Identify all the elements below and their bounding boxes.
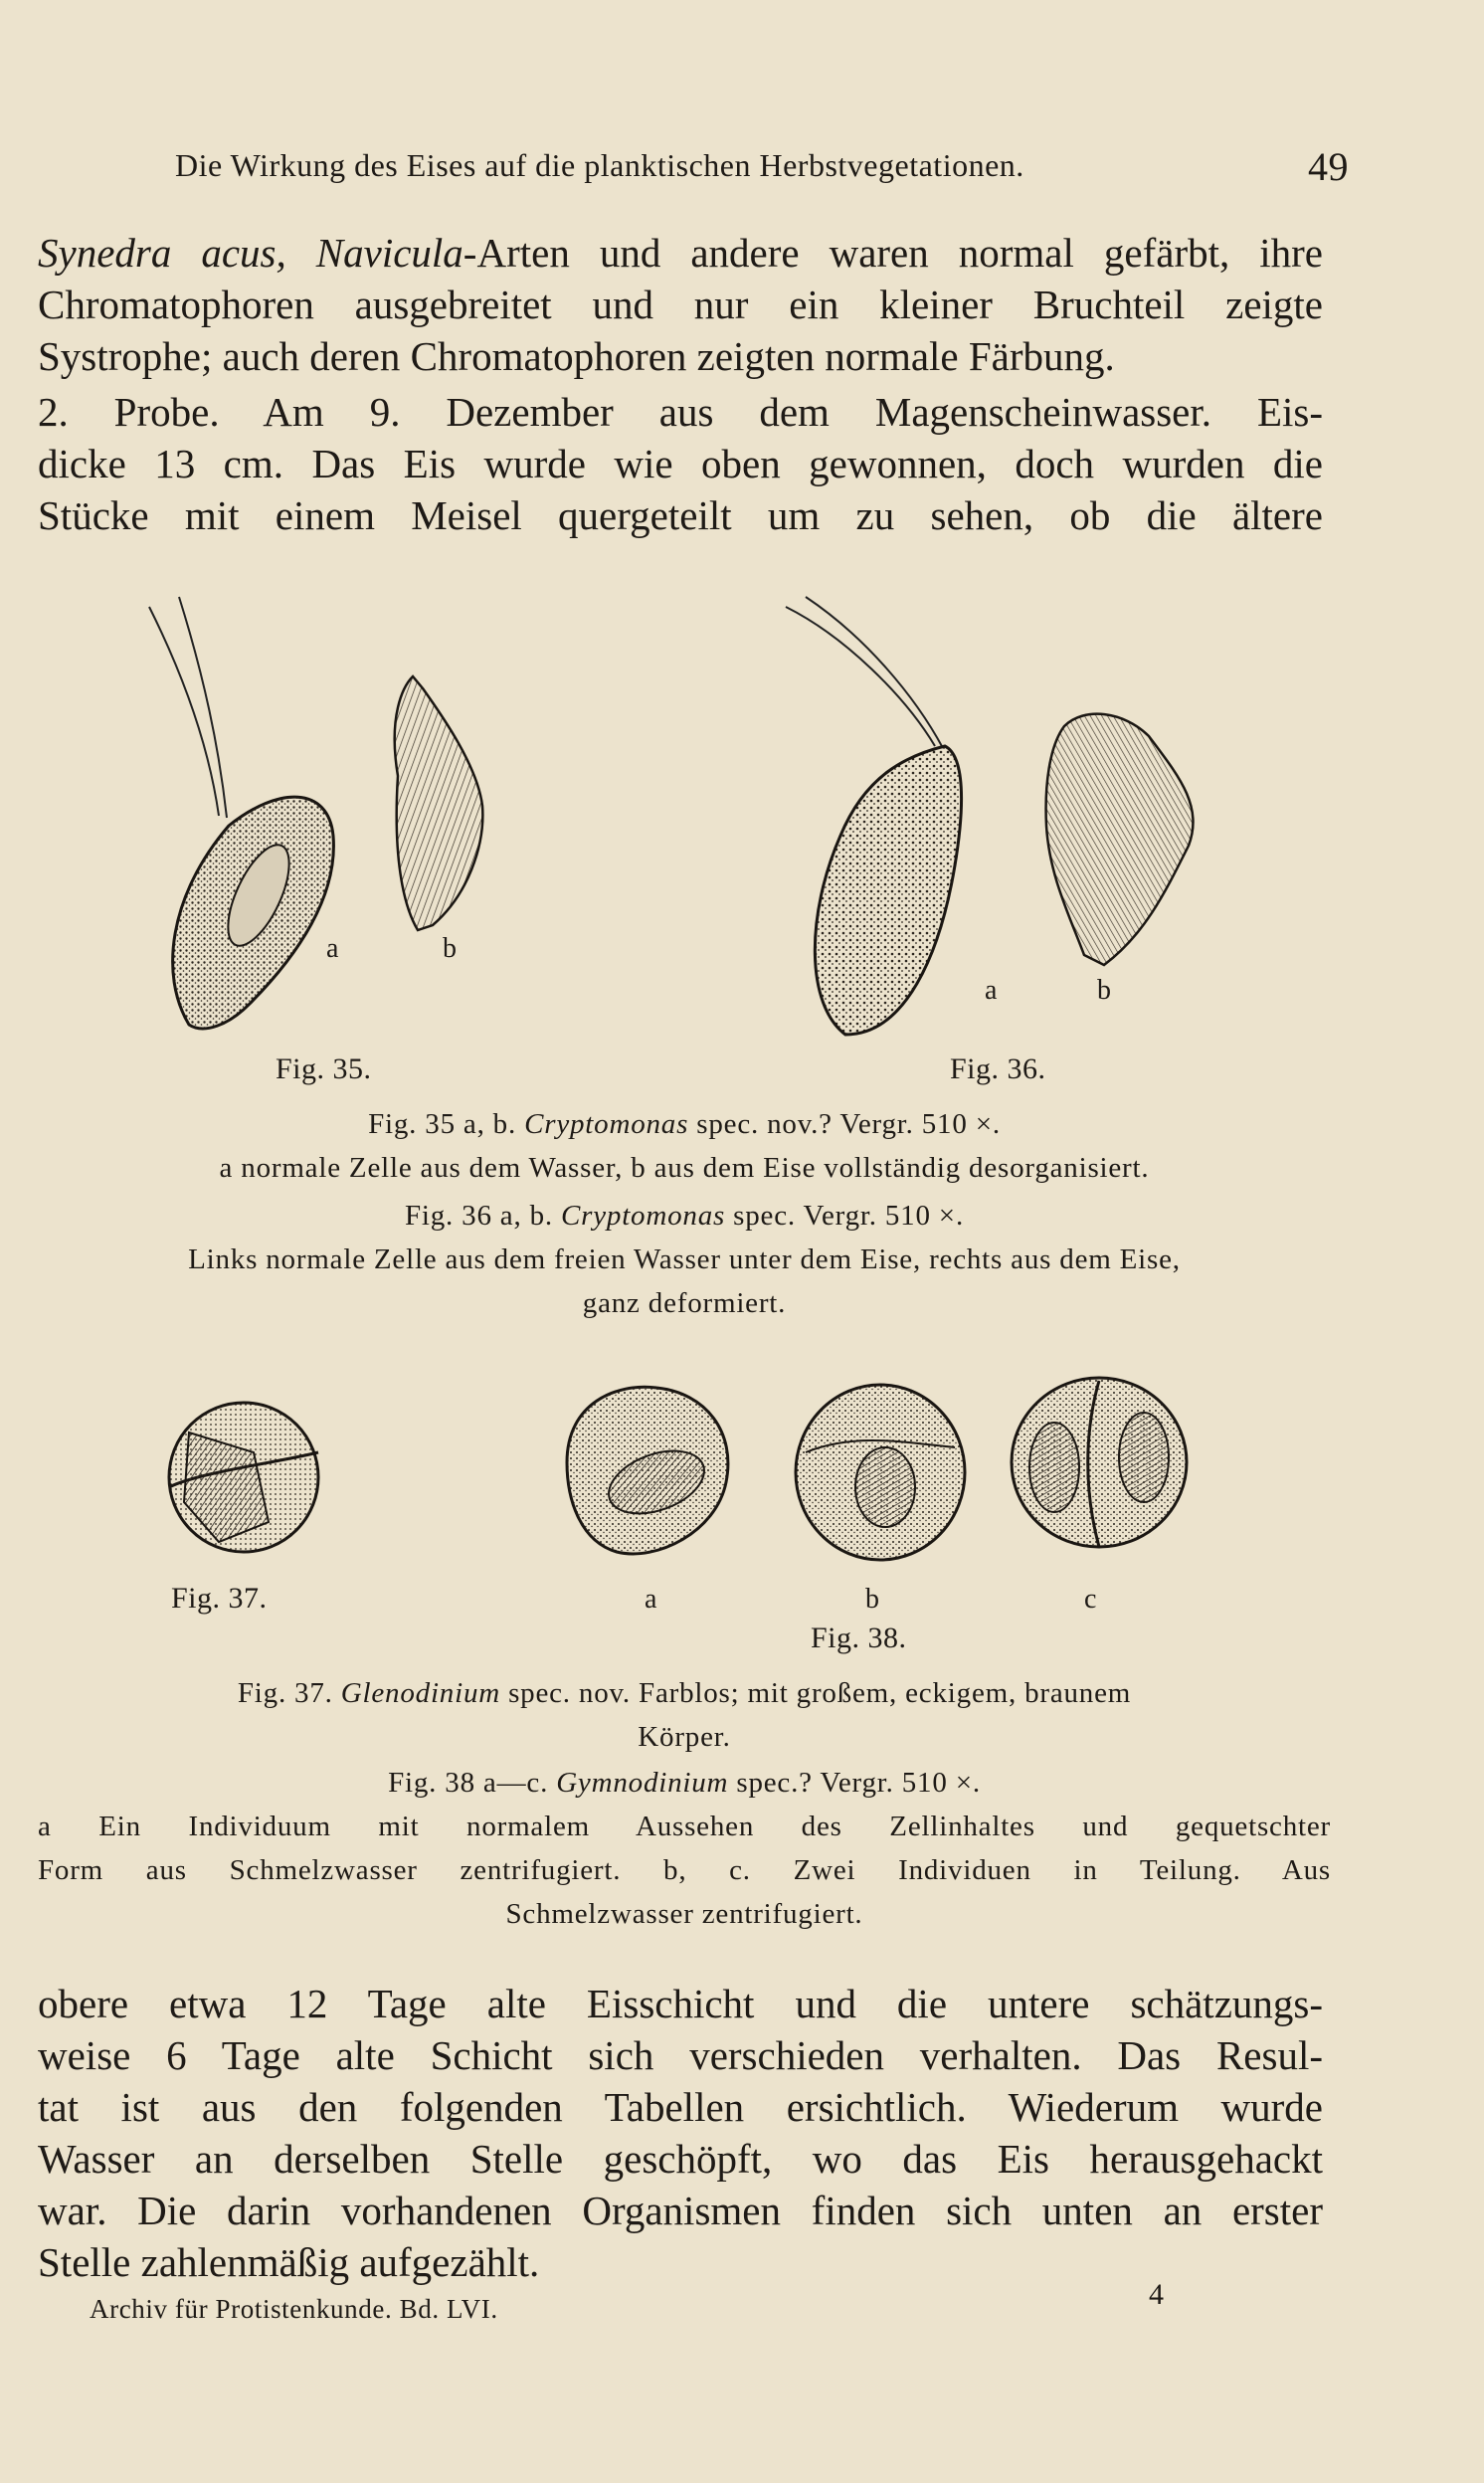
paragraph-3: obere etwa 12 Tage alte Eisschicht und die untere schätzungs- weise 6 Tage alte Schicht sich verschieden verhalten. Das Resul- tat ist aus den folgenden Tabellen ersichtlich. Wiederum wurde Wasser an derselben Stelle geschöpft, wo das Eis herausgehackt war. Die darin vorhandenen Organismen finden sich unten an erster Stelle zahlenmäßig aufgezählt. [38, 1981, 1323, 2285]
fig35-illustration [149, 597, 567, 1054]
taxon-gymnodinium: Gymnodinium [556, 1767, 729, 1799]
paragraph-1: Synedra acus, Navicula-Arten und andere waren normal gefärbt, ihre Chromatophoren ausgebreitet und nur ein kleiner Bruchteil zeigte Systrophe; auch deren Chromatophoren zeigten normale Färbung. [38, 230, 1323, 379]
footer-journal: Archiv für Protistenkunde. Bd. LVI. [90, 2294, 498, 2324]
caption-fig35: Fig. 35 a, b. Cryptomonas spec. nov.? Vergr. 510 ×. a normale Zelle aus dem Wasser, b aus dem Eise vollständig desorganisiert. [219, 1108, 1150, 1184]
taxon-synedra: Synedra acus, [38, 230, 286, 276]
cell-35b [395, 676, 483, 930]
fig37-illustration [159, 1393, 328, 1562]
fig36-illustration [786, 597, 1223, 1054]
fig38-letter-a: a [645, 1584, 657, 1615]
taxon-cryptomonas: Cryptomonas [561, 1200, 726, 1232]
caption-fig38: Fig. 38 a—c. Gymnodinium spec.? Vergr. 510 ×. a Ein Individuum mit normalem Aussehen des Zellinhaltes und gequetschter Form aus Schmelzwasser zentrifugiert. b, c. Zwei Individuen in Teilung. Aus Schmelzwasser zentrifugiert. [38, 1767, 1331, 1930]
cell-36b [1046, 714, 1194, 965]
cell-38a [567, 1387, 728, 1554]
taxon-cryptomonas: Cryptomonas [524, 1108, 689, 1140]
caption-fig37: Fig. 37. Glenodinium spec. nov. Farblos; mit großem, eckigem, braunem Körper. [237, 1677, 1132, 1753]
fig36-letter-a: a [985, 975, 998, 1006]
caption-fig36: Fig. 36 a, b. Cryptomonas spec. Vergr. 510 ×. Links normale Zelle aus dem freien Wasser unter dem Eise, rechts aus dem Eise, ganz deformiert. [188, 1200, 1181, 1319]
cell-38c [1012, 1378, 1187, 1547]
running-header [175, 144, 1349, 197]
fig38-letter-b: b [865, 1584, 879, 1615]
fig36-label: Fig. 36. [950, 1052, 1046, 1085]
footer-signature: 4 [1149, 2278, 1165, 2311]
cell-36a [815, 746, 961, 1035]
taxon-glenodinium: Glenodinium [340, 1677, 501, 1709]
fig35-label: Fig. 35. [276, 1052, 372, 1085]
fig38-letter-c: c [1084, 1584, 1097, 1615]
fig38-illustration [557, 1373, 1204, 1572]
fig37-label: Fig. 37. [171, 1582, 268, 1615]
running-title: Die Wirkung des Eises auf die planktischen Herbstvegetationen. [175, 147, 1024, 183]
cell-38b [796, 1385, 965, 1560]
fig38-label: Fig. 38. [811, 1622, 907, 1654]
paragraph-2: 2. Probe. Am 9. Dezember aus dem Magenscheinwasser. Eis- dicke 13 cm. Das Eis wurde wie oben gewonnen, doch wurden die Stücke mit einem Meisel quergeteilt um zu sehen, ob die ältere [38, 389, 1323, 538]
fig35-letter-b: b [443, 933, 457, 964]
page-number: 49 [1308, 144, 1349, 189]
taxon-navicula: Navicula- [315, 230, 477, 276]
fig35-letter-a: a [326, 933, 339, 964]
fig36-letter-b: b [1097, 975, 1111, 1006]
